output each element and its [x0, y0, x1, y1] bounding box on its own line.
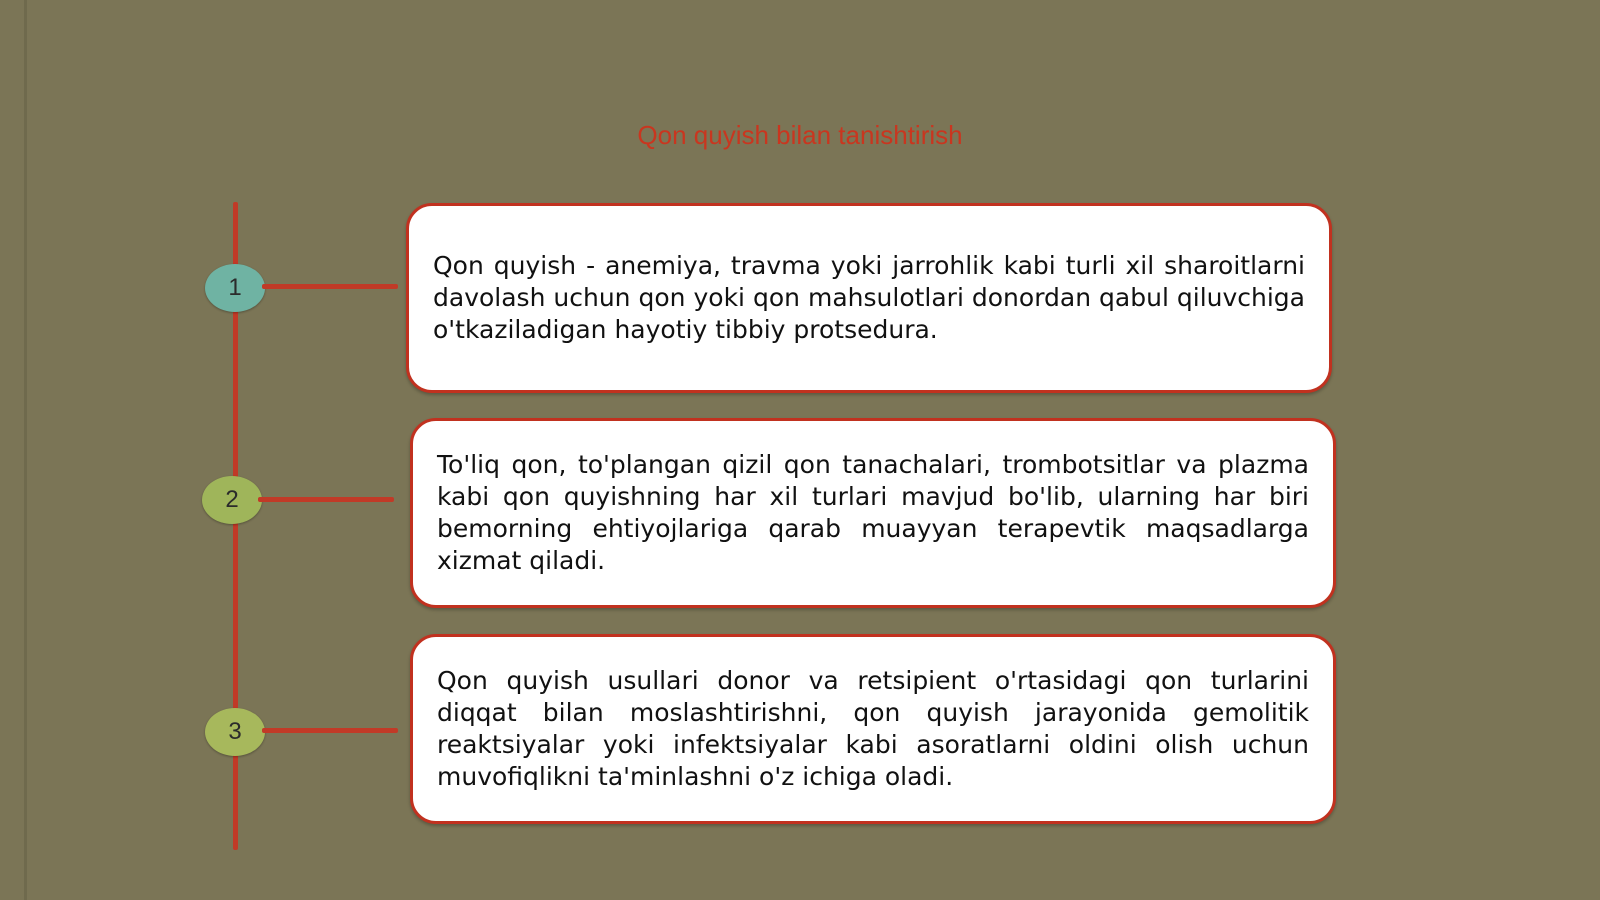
info-card-1 — [406, 203, 1332, 393]
connector-2 — [258, 497, 394, 502]
connector-1 — [262, 284, 398, 289]
timeline-node-3 — [205, 708, 265, 756]
node-number: 2 — [225, 486, 239, 513]
node-number: 1 — [228, 274, 242, 301]
info-card-3 — [410, 634, 1336, 824]
card-text: Qon quyish usullari donor va retsipient o'rtasidagi qon turlarini diqqat bilan moslashtirishni, qon quyish jarayonida gemolitik reaktsiyalar yoki infektsiyalar kabi asoratlarni oldini olish uchun muvofiqlikni ta'minlashni o'z ichiga oladi. — [437, 666, 1309, 791]
timeline-node-2 — [202, 476, 262, 524]
node-number: 3 — [228, 718, 242, 745]
card-text: To'liq qon, to'plangan qizil qon tanachalari, trombotsitlar va plazma kabi qon quyishning har xil turlari mavjud bo'lib, ularning har biri bemorning ehtiyojlariga qarab muayyan terapevtik maqsadlarga xizmat qiladi. — [437, 450, 1309, 575]
slide-title: Qon quyish bilan tanishtirish — [637, 120, 963, 150]
info-card-2 — [410, 418, 1336, 608]
connector-3 — [262, 728, 398, 733]
card-text: Qon quyish - anemiya, travma yoki jarrohlik kabi turli xil sharoitlarni davolash uchun qon yoki qon mahsulotlari donordan qabul qiluvchiga o'tkaziladigan hayotiy tibbiy protsedura. — [433, 251, 1305, 344]
timeline-node-1 — [205, 264, 265, 312]
